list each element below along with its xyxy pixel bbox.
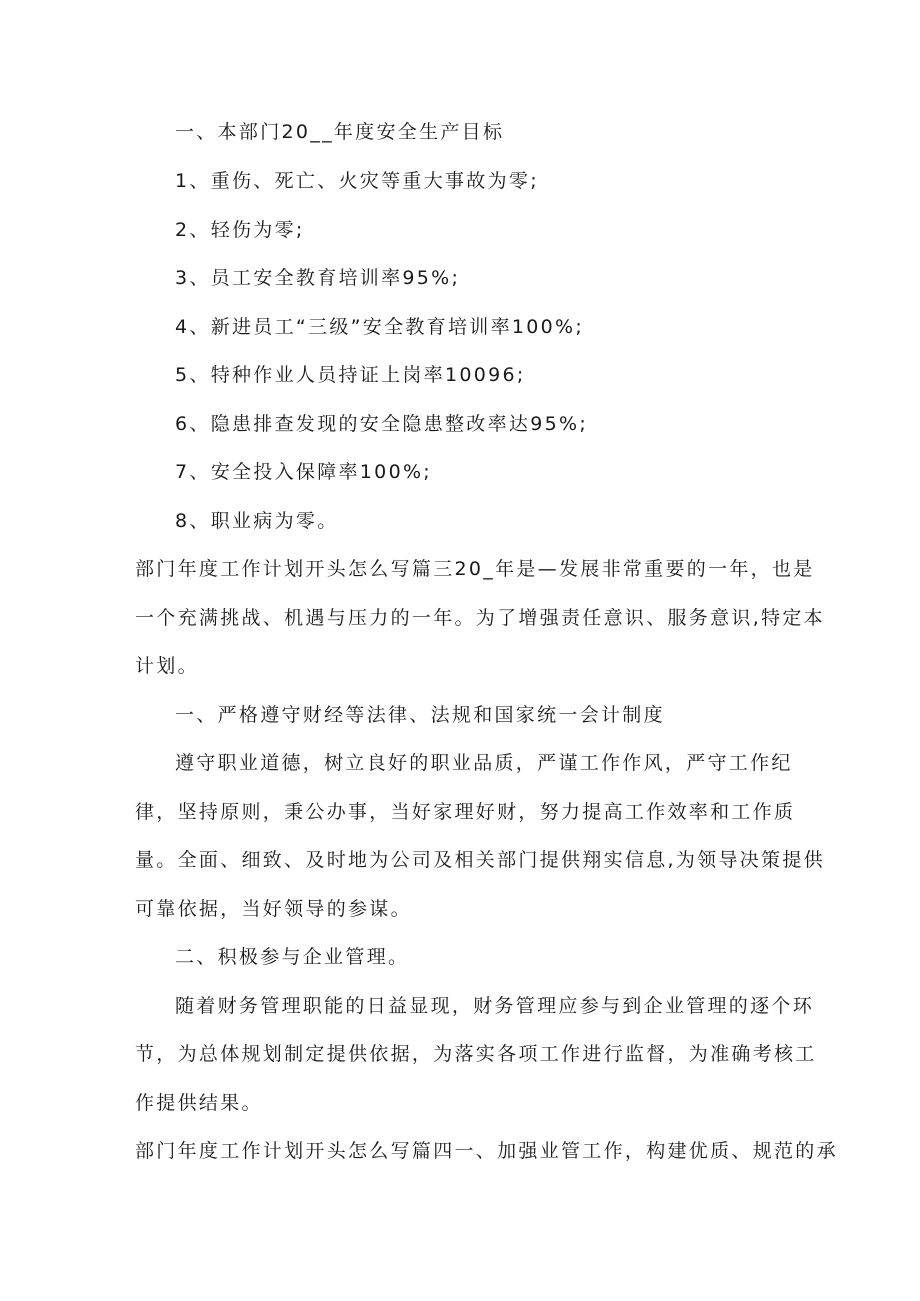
section-heading-safety-goals: 一、本部门20__年度安全生产目标 [175, 121, 505, 143]
paragraph-line: 可靠依据，当好领导的参谋。 [135, 898, 412, 920]
paragraph-line: 遵守职业道德，树立良好的职业品质，严谨工作作风，严守工作纪 [175, 752, 793, 774]
goal-item-4: 4、新进员工“三级”安全教育培训率100%; [175, 316, 585, 338]
goal-item-8: 8、职业病为零。 [175, 510, 339, 532]
goal-item-3: 3、员工安全教育培训率95%; [175, 267, 461, 289]
paragraph-line: 随着财务管理职能的日益显现，财务管理应参与到企业管理的逐个环 [175, 995, 815, 1017]
goal-item-6: 6、隐患排查发现的安全隐患整改率达95%; [175, 413, 589, 435]
goal-item-5: 5、特种作业人员持证上岗率10096; [175, 364, 526, 386]
paragraph-line: 部门年度工作计划开头怎么写篇四一、加强业管工作，构建优质、规范的承 [135, 1140, 838, 1162]
section-heading-compliance: 一、严格遵守财经等法律、法规和国家统一会计制度 [175, 704, 665, 726]
goal-item-1: 1、重伤、死亡、火灾等重大事故为零; [175, 170, 539, 192]
paragraph-line: 一个充满挑战、机遇与压力的一年。为了增强责任意识、服务意识,特定本 [135, 607, 825, 629]
goal-item-2: 2、轻伤为零; [175, 219, 305, 241]
paragraph-line: 量。全面、细致、及时地为公司及相关部门提供翔实信息,为领导决策提供 [135, 849, 825, 871]
section-heading-management: 二、积极参与企业管理。 [175, 946, 410, 968]
goal-item-7: 7、安全投入保障率100%; [175, 461, 433, 483]
paragraph-line: 计划。 [135, 655, 199, 677]
paragraph-line: 作提供结果。 [135, 1092, 263, 1114]
paragraph-line: 部门年度工作计划开头怎么写篇三20_年是—发展非常重要的一年，也是 [135, 558, 815, 580]
paragraph-line: 节，为总体规划制定提供依据，为落实各项工作进行监督，为准确考核工 [135, 1043, 817, 1065]
paragraph-line: 律，坚持原则，秉公办事，当好家理好财，努力提高工作效率和工作质 [135, 801, 796, 823]
